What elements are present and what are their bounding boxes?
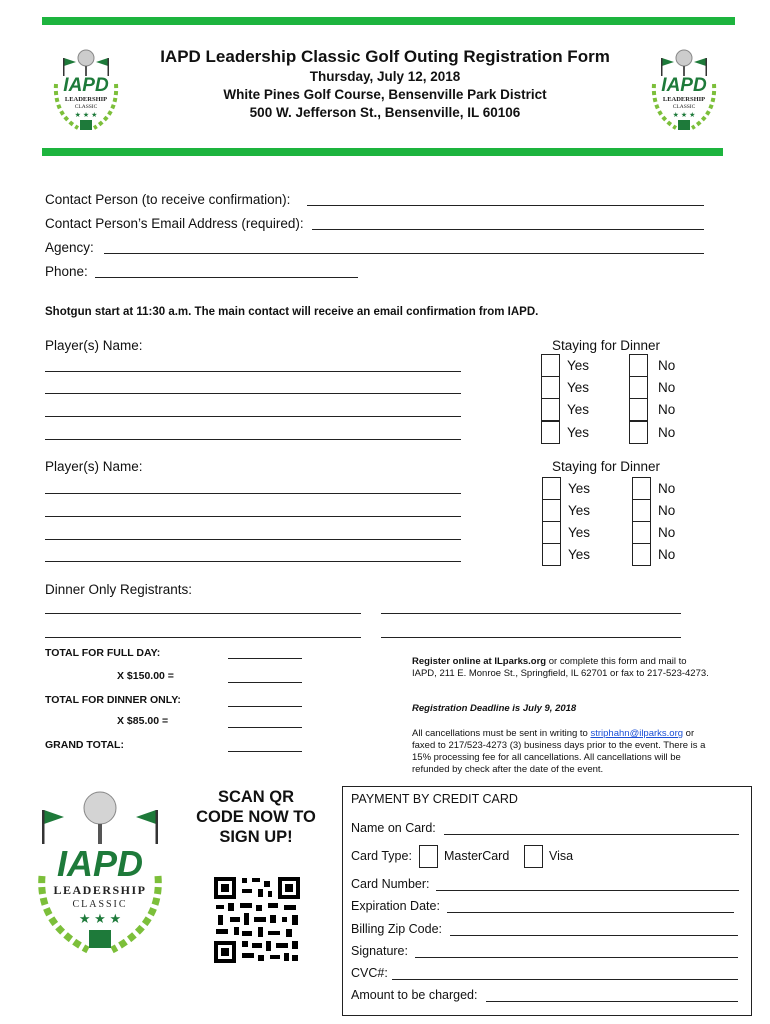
event-date: Thursday, July 12, 2018 — [309, 69, 461, 84]
player-name-field[interactable] — [45, 516, 461, 517]
signature-label: Signature: — [351, 944, 408, 958]
player-name-field[interactable] — [45, 439, 461, 440]
cancel-post: or faxed to 217/523-4273 (3) business days prior to the event. There is a 15% processing fee for all cancellations. All cancellations will be refunded by check after the date of the event. — [412, 728, 706, 775]
mastercard-checkbox[interactable] — [419, 845, 438, 868]
dinner-no-checkbox[interactable] — [632, 499, 651, 522]
cancel-pre: All cancellations must be sent in writing to — [412, 728, 588, 739]
contact-email-label: Contact Person’s Email Address (required): — [45, 216, 304, 231]
svg-text:CLASSIC: CLASSIC — [672, 104, 696, 110]
dinner-only-name-field[interactable] — [381, 613, 681, 614]
dinner-yes-checkbox[interactable] — [542, 499, 561, 522]
no-label: No — [658, 425, 676, 440]
yes-label: Yes — [568, 503, 591, 518]
grand-total-field[interactable] — [228, 751, 302, 752]
no-label: No — [658, 380, 676, 395]
yes-label: Yes — [567, 425, 590, 440]
svg-text:LEADERSHIP: LEADERSHIP — [662, 96, 706, 103]
phone-field[interactable] — [95, 277, 358, 278]
yes-label: Yes — [568, 481, 591, 496]
register-online-text — [412, 656, 712, 680]
card-type-label: Card Type: — [351, 849, 412, 863]
dinner-yes-checkbox[interactable] — [541, 376, 560, 399]
dinner-yes-checkbox[interactable] — [542, 521, 561, 544]
dinner-yes-checkbox[interactable] — [542, 543, 561, 566]
no-label: No — [658, 358, 676, 373]
yes-label: Yes — [567, 380, 590, 395]
player-name-field[interactable] — [45, 561, 461, 562]
dinner-yes-checkbox[interactable] — [541, 421, 560, 444]
iapd-logo-large — [28, 784, 172, 960]
no-label: No — [658, 547, 676, 562]
cvc-label: CVC#: — [351, 966, 388, 980]
cancellation-policy — [412, 728, 712, 776]
agency-label: Agency: — [45, 240, 94, 255]
dinner-yes-checkbox[interactable] — [541, 354, 560, 377]
dinner-only-total-field[interactable] — [228, 727, 302, 728]
qr-cta: SCAN QR CODE NOW TO SIGN UP! — [196, 788, 316, 846]
dinner-no-checkbox[interactable] — [632, 521, 651, 544]
contact-email-field[interactable] — [312, 229, 704, 230]
card-number-field[interactable] — [436, 890, 739, 891]
dinner-no-checkbox[interactable] — [632, 477, 651, 500]
players-label-2: Player(s) Name: — [45, 459, 143, 474]
svg-text:★ ★ ★: ★ ★ ★ — [672, 112, 696, 119]
dinner-no-checkbox[interactable] — [629, 398, 648, 421]
svg-text:IAPD: IAPD — [63, 75, 109, 96]
contact-person-label: Contact Person (to receive confirmation): — [45, 192, 291, 207]
player-name-field[interactable] — [45, 539, 461, 540]
page-title: IAPD Leadership Classic Golf Outing Registration Form — [160, 47, 610, 66]
register-online-bold[interactable]: Register online at ILparks.org — [412, 656, 547, 667]
dinner-only-name-field[interactable] — [45, 637, 361, 638]
player-name-field[interactable] — [45, 493, 461, 494]
zip-label: Billing Zip Code: — [351, 922, 443, 936]
no-label: No — [658, 481, 676, 496]
mastercard-label: MasterCard — [444, 849, 510, 863]
payment-title: PAYMENT BY CREDIT CARD — [351, 792, 518, 806]
player-name-field[interactable] — [45, 416, 461, 417]
shotgun-note: Shotgun start at 11:30 a.m. The main contact will receive an email confirmation from IAPD. — [45, 306, 539, 318]
player-name-field[interactable] — [45, 393, 461, 394]
visa-checkbox[interactable] — [524, 845, 543, 868]
full-day-total-field[interactable] — [228, 682, 302, 683]
svg-text:IAPD: IAPD — [56, 843, 144, 884]
full-day-count-field[interactable] — [228, 658, 302, 659]
header-bottom-bar — [42, 148, 723, 156]
qr-code[interactable] — [212, 875, 302, 965]
total-dinner-only-label: TOTAL FOR DINNER ONLY: — [45, 694, 181, 706]
registration-deadline: Registration Deadline is July 9, 2018 — [412, 703, 577, 714]
no-label: No — [658, 402, 676, 417]
dinner-yes-checkbox[interactable] — [541, 398, 560, 421]
name-on-card-field[interactable] — [444, 834, 739, 835]
dinner-no-checkbox[interactable] — [629, 376, 648, 399]
svg-text:CLASSIC: CLASSIC — [74, 104, 98, 110]
dinner-no-checkbox[interactable] — [629, 354, 648, 377]
dinner-only-count-field[interactable] — [228, 706, 302, 707]
no-label: No — [658, 525, 676, 540]
register-online-rest: or complete this form and mail to IAPD, 211 E. Monroe St., Springfield, IL 62701 or fax to 217-523-4273. — [412, 656, 709, 679]
dinner-only-name-field[interactable] — [45, 613, 361, 614]
yes-label: Yes — [567, 358, 590, 373]
card-number-label: Card Number: — [351, 877, 430, 891]
name-on-card-label: Name on Card: — [351, 821, 436, 835]
total-full-day-label: TOTAL FOR FULL DAY: — [45, 647, 161, 659]
header-top-bar — [42, 17, 735, 25]
agency-field[interactable] — [104, 253, 704, 254]
yes-label: Yes — [567, 402, 590, 417]
full-day-price: X $150.00 = — [117, 670, 174, 682]
expiration-field[interactable] — [447, 912, 734, 913]
contact-person-field[interactable] — [307, 205, 704, 206]
expiration-label: Expiration Date: — [351, 899, 440, 913]
svg-text:LEADERSHIP: LEADERSHIP — [64, 96, 108, 103]
grand-total-label: GRAND TOTAL: — [45, 739, 124, 751]
signature-field[interactable] — [415, 957, 738, 958]
event-address: 500 W. Jefferson St., Bensenville, IL 60106 — [249, 105, 521, 120]
cvc-field[interactable] — [392, 979, 738, 980]
svg-text:★ ★ ★: ★ ★ ★ — [74, 112, 98, 119]
dinner-no-checkbox[interactable] — [632, 543, 651, 566]
amount-label: Amount to be charged: — [351, 988, 478, 1002]
svg-text:★ ★ ★: ★ ★ ★ — [78, 911, 122, 926]
visa-label: Visa — [549, 849, 574, 863]
svg-text:CLASSIC: CLASSIC — [72, 899, 128, 910]
event-venue: White Pines Golf Course, Bensenville Park District — [223, 87, 547, 102]
svg-text:LEADERSHIP: LEADERSHIP — [53, 883, 147, 897]
amount-field[interactable] — [486, 1001, 738, 1002]
svg-text:IAPD: IAPD — [661, 75, 707, 96]
iapd-logo-right — [644, 44, 724, 136]
phone-label: Phone: — [45, 264, 88, 279]
dinner-only-label: Dinner Only Registrants: — [45, 582, 193, 597]
yes-label: Yes — [568, 525, 591, 540]
iapd-logo-left — [46, 44, 126, 136]
dinner-only-name-field[interactable] — [381, 637, 681, 638]
player-name-field[interactable] — [45, 371, 461, 372]
staying-dinner-label-2: Staying for Dinner — [552, 459, 661, 474]
yes-label: Yes — [568, 547, 591, 562]
dinner-only-price: X $85.00 = — [117, 715, 169, 727]
staying-dinner-label-1: Staying for Dinner — [552, 338, 661, 353]
players-label-1: Player(s) Name: — [45, 338, 143, 353]
no-label: No — [658, 503, 676, 518]
zip-field[interactable] — [450, 935, 738, 936]
dinner-no-checkbox[interactable] — [629, 421, 648, 444]
cancel-email-link[interactable]: striphahn@ilparks.org — [590, 728, 684, 739]
dinner-yes-checkbox[interactable] — [542, 477, 561, 500]
